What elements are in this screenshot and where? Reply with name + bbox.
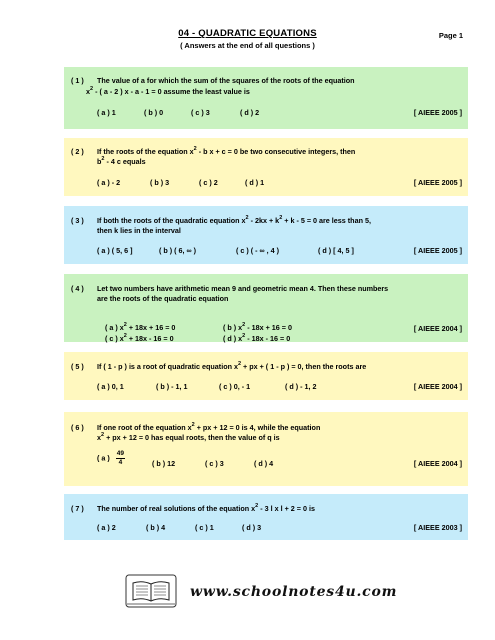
option-a: ( a ) 2 xyxy=(97,523,116,532)
question-text-line1: If one root of the equation $x^2$ + px + 12 = 0 is 4, while the equation xyxy=(97,422,321,432)
question-5 xyxy=(64,352,468,400)
exam-source: [ AIEEE 2004 ] xyxy=(413,459,462,468)
question-text-line1: The value of a for which the sum of the squares of the roots of the equation xyxy=(97,76,355,85)
question-number: ( 5 ) xyxy=(71,362,84,371)
question-text-line2: $b^2 - 4$ c equals xyxy=(97,156,146,166)
question-4 xyxy=(64,274,468,342)
option-c: ( c ) 3 xyxy=(205,459,224,468)
exam-source: [ AIEEE 2003 ] xyxy=(413,523,462,532)
option-a: ( a ) $\frac{49}{4}$ xyxy=(97,450,125,466)
option-c: ( c ) 3 xyxy=(191,108,210,117)
question-number: ( 6 ) xyxy=(71,423,84,432)
question-text-line1: Let two numbers have arithmetic mean 9 and geometric mean 4. Then these numbers xyxy=(97,284,389,293)
fraction: $\frac{49}{4}$ xyxy=(116,450,125,466)
option-d: ( d ) 4 xyxy=(254,459,274,468)
option-a: ( a ) $x^2 + 18x + 16 = 0$ xyxy=(105,322,176,332)
exam-source: [ AIEEE 2005 ] xyxy=(413,246,462,255)
option-c: ( c ) 1 xyxy=(195,523,214,532)
exam-source: [ AIEEE 2005 ] xyxy=(413,108,462,117)
option-d: ( d ) $x^2 - 18x - 16 = 0$ xyxy=(223,333,291,343)
option-b: ( b ) 12 xyxy=(152,459,176,468)
open-book-icon xyxy=(125,574,177,608)
option-b: ( b ) - 1, 1 xyxy=(156,382,188,391)
option-d: ( d ) - 1, 2 xyxy=(285,382,317,391)
option-b: ( b ) ( 6, ∞ ) xyxy=(159,246,197,255)
question-number: ( 4 ) xyxy=(71,284,84,293)
option-d: ( d ) [ 4, 5 ] xyxy=(318,246,354,255)
question-text-line1: If both the roots of the quadratic equation $x^2 - 2kx + k^2 + k - 5 = 0$ are less than 5, xyxy=(97,215,371,225)
option-c: ( c ) ( - ∞ , 4 ) xyxy=(236,246,280,255)
question-text-line2: then k lies in the interval xyxy=(97,226,181,235)
question-text-line2: $x^2$ - ( a - 2 ) x - a - 1 = 0 assume the least value is xyxy=(86,86,250,96)
exam-source: [ AIEEE 2004 ] xyxy=(413,324,462,333)
option-a: ( a ) 0, 1 xyxy=(97,382,124,391)
option-a: ( a ) - 2 xyxy=(97,178,121,187)
option-a: ( a ) 1 xyxy=(97,108,116,117)
option-b: ( b ) $x^2 - 18x + 16 = 0$ xyxy=(223,322,292,332)
option-d: ( d ) 1 xyxy=(245,178,265,187)
option-b: ( b ) 3 xyxy=(150,178,170,187)
question-3 xyxy=(64,206,468,264)
page-subtitle: ( Answers at the end of all questions ) xyxy=(180,41,315,50)
exam-source: [ AIEEE 2005 ] xyxy=(413,178,462,187)
option-d: ( d ) 3 xyxy=(242,523,262,532)
question-text-line1: If the roots of the equation $x^2$ - b x + c = 0 be two consecutive integers, then xyxy=(97,146,356,156)
question-2 xyxy=(64,138,468,196)
question-number: ( 7 ) xyxy=(71,504,84,513)
question-text-line2: are the roots of the quadratic equation xyxy=(97,294,229,303)
exam-source: [ AIEEE 2004 ] xyxy=(413,382,462,391)
question-number: ( 3 ) xyxy=(71,216,84,225)
page-number: Page 1 xyxy=(438,31,463,40)
option-c: ( c ) $x^2 + 18x - 16 = 0$ xyxy=(105,333,174,343)
question-6 xyxy=(64,412,468,486)
option-c: ( c ) 2 xyxy=(199,178,218,187)
question-text-line1: If ( 1 - p ) is a root of quadratic equation $x^2$ + px + ( 1 - p ) = 0, then the roots are xyxy=(97,361,367,371)
page-title: 04 - QUADRATIC EQUATIONS xyxy=(178,28,317,39)
question-number: ( 2 ) xyxy=(71,147,84,156)
option-b: ( b ) 0 xyxy=(144,108,164,117)
question-7 xyxy=(64,494,468,540)
option-b: ( b ) 4 xyxy=(146,523,166,532)
question-1 xyxy=(64,67,468,129)
option-d: ( d ) 2 xyxy=(240,108,260,117)
question-number: ( 1 ) xyxy=(71,76,84,85)
option-a: ( a ) ( 5, 6 ] xyxy=(97,246,133,255)
website-url: www.schoolnotes4u.com xyxy=(190,584,398,600)
question-text-line2: $x^2$ + px + 12 = 0 has equal roots, then the value of q is xyxy=(97,432,280,442)
question-text-line1: The number of real solutions of the equation $x^2 - 3$ l x l + 2 = 0 is xyxy=(97,503,315,513)
option-c: ( c ) 0, - 1 xyxy=(219,382,251,391)
